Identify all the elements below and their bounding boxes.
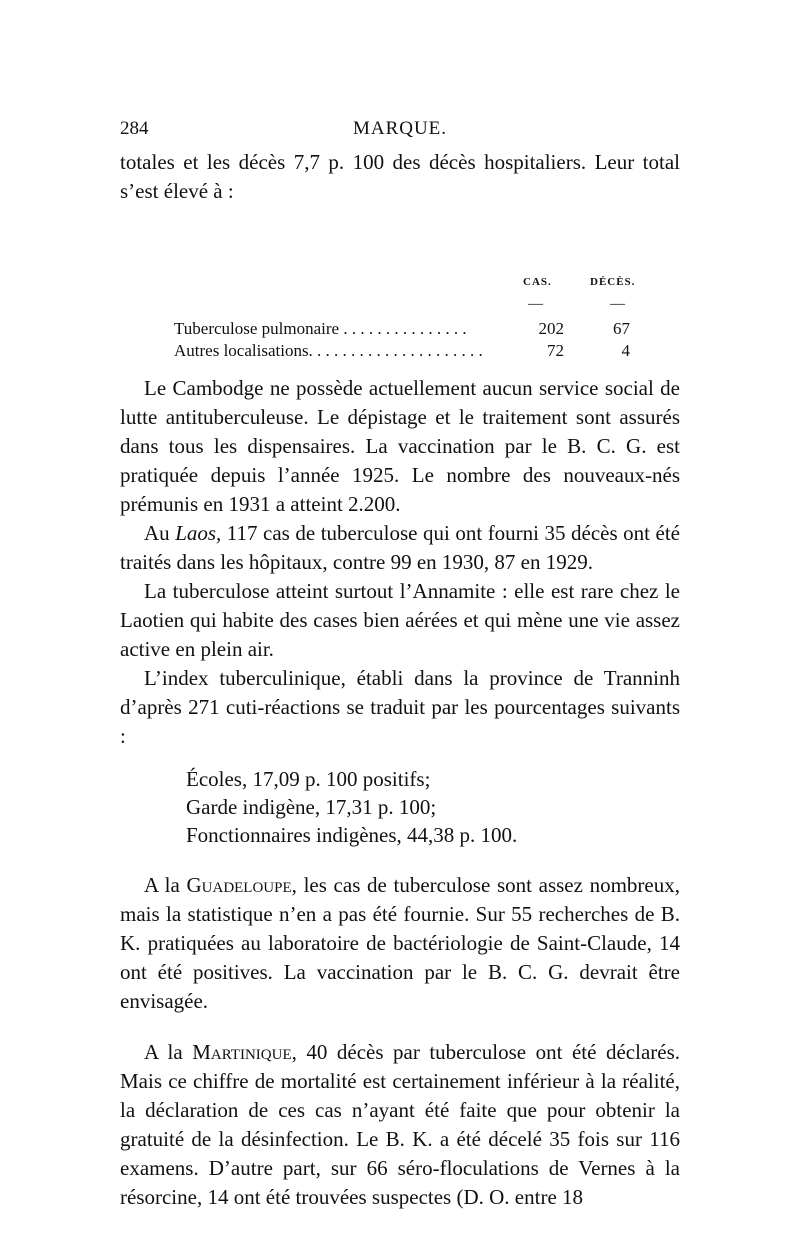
cell-deces: 4 — [621, 341, 630, 360]
running-title: MARQUE. — [352, 118, 448, 139]
laos-rest: 117 cas de tuberculose qui ont fourni 35 décès ont été traités dans les hôpitaux, contre 99 en 1930, 87 en 1929. — [120, 521, 680, 574]
column-dash-deces: — — [610, 296, 625, 312]
martinique-prefix: A la — [144, 1040, 193, 1064]
row-label: Autres localisations. . . . . . . . . . . . . . . . . . . . . — [174, 341, 483, 360]
paragraph-martinique — [120, 1038, 680, 1212]
paragraph-index: L’index tuberculinique, établi dans la province de Tranninh d’après 271 cuti-réactions se traduit par les pourcentages suivants : — [120, 666, 680, 748]
martinique-rest: 40 décès par tuberculose ont été déclarés. Mais ce chiffre de mortalité est certainement inférieur à la réalité, la déclaration de ces cas n’ayant été faite que pour obtenir la gratuité de la désinfection. Le B. K. a été décelé 35 fois sur 116 examens. D’autre part, sur 66 séro-floculations de Vernes à la résorcine, 14 ont été trouvées suspectes (D. O. entre 18 — [120, 1040, 680, 1209]
list-item: Garde indigène, 17,31 p. 100; — [186, 795, 437, 819]
statistics-table — [120, 206, 680, 360]
guadeloupe-place: Guadeloupe, — [186, 873, 297, 897]
paragraph-annamite: La tuberculose atteint surtout l’Annamite : elle est rare chez le Laotien qui habite des cases bien aérées et qui mène une vie assez active en plein air. — [120, 579, 680, 661]
body-text — [120, 148, 680, 1212]
laos-prefix: Au — [144, 521, 176, 545]
paragraph-cambodge: Le Cambodge ne possède actuellement aucun service social de lutte antituberculeuse. Le dépistage et le traitement sont assurés dans tous les dispensaires. La vaccination par le B. C. G. est pratiquée depuis l’année 1925. Le nombre des nouveaux-nés prémunis en 1931 a atteint 2.200. — [120, 376, 680, 516]
guadeloupe-rest: les cas de tuberculose sont assez nombreux, mais la statistique n’en a pas été fournie. Sur 55 recherches de B. K. pratiquées au laboratoire de bactériologie de Saint-Claude, 14 ont été positives. La vaccination par le B. C. G. devrait être envisagée. — [120, 873, 680, 1013]
page-number: 284 — [120, 118, 149, 139]
paragraph-laos — [120, 519, 680, 577]
column-dash-cas: — — [528, 296, 543, 312]
row-label: Tuberculose pulmonaire . . . . . . . . . . . . . . . — [174, 319, 467, 338]
laos-place: Laos, — [175, 521, 222, 545]
column-header-cas: CAS. — [523, 276, 552, 288]
table-row — [174, 318, 634, 340]
cell-cas: 72 — [547, 341, 564, 360]
cell-deces: 67 — [613, 319, 630, 338]
list-item: Fonctionnaires indigènes, 44,38 p. 100. — [186, 823, 518, 847]
martinique-place: Martinique, — [192, 1040, 297, 1064]
column-header-deces: DÉCÈS. — [590, 276, 636, 288]
table-row — [174, 340, 634, 362]
guadeloupe-prefix: A la — [144, 873, 187, 897]
page-header — [120, 118, 680, 142]
percentages-list — [186, 765, 680, 849]
intro-paragraph: totales et les décès 7,7 p. 100 des décès hospitaliers. Leur total s’est élevé à : — [120, 150, 680, 203]
list-item: Écoles, 17,09 p. 100 positifs; — [186, 767, 431, 791]
paragraph-guadeloupe — [120, 871, 680, 1016]
cell-cas: 202 — [538, 319, 564, 338]
